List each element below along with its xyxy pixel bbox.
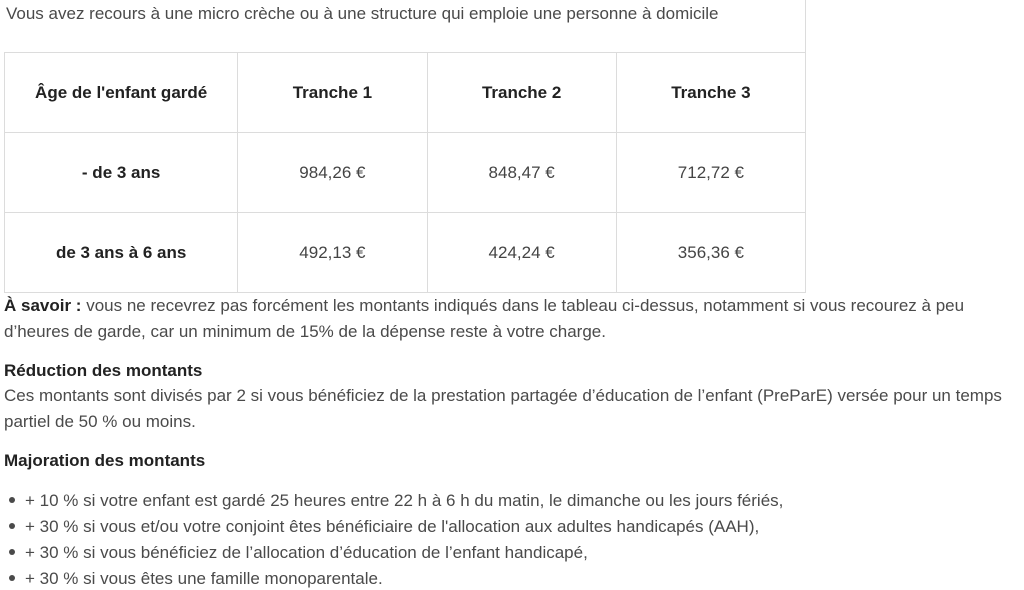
intro-text: Vous avez recours à une micro crèche ou à une structure qui emploie une personne à domicile xyxy=(6,4,719,23)
header-tranche-1: Tranche 1 xyxy=(238,53,427,133)
row-cell-tranche-1: 984,26 € xyxy=(238,133,427,213)
list-item-text: + 10 % si votre enfant est gardé 25 heures entre 22 h à 6 h du matin, le dimanche ou les jours fériés, xyxy=(25,491,784,510)
header-tranche-2: Tranche 2 xyxy=(427,53,616,133)
table-row xyxy=(5,133,806,213)
row-age-label: de 3 ans à 6 ans xyxy=(5,213,238,293)
table-header-row xyxy=(5,53,806,133)
list-item-text: + 30 % si vous et/ou votre conjoint êtes bénéficiaire de l'allocation aux adultes handicapés (AAH), xyxy=(25,517,760,536)
list-item xyxy=(4,566,783,590)
bullet-icon xyxy=(9,523,15,529)
list-item-text: + 30 % si vous bénéficiez de l’allocation d’éducation de l’enfant handicapé, xyxy=(25,543,588,562)
savoir-label: À savoir : xyxy=(4,296,82,315)
row-age-label: - de 3 ans xyxy=(5,133,238,213)
savoir-paragraph xyxy=(4,293,1004,345)
rates-table xyxy=(4,0,806,293)
bullet-icon xyxy=(9,497,15,503)
list-item xyxy=(4,540,783,566)
reduction-text: Ces montants sont divisés par 2 si vous bénéficiez de la prestation partagée d’éducation de l’enfant (PreParE) versée pour un temps partiel de 50 % ou moins. xyxy=(4,386,1002,431)
header-age: Âge de l'enfant gardé xyxy=(5,53,238,133)
bullet-icon xyxy=(9,575,15,581)
row-cell-tranche-1: 492,13 € xyxy=(238,213,427,293)
list-item xyxy=(4,514,783,540)
majoration-list xyxy=(4,488,783,590)
reduction-heading: Réduction des montants xyxy=(4,361,203,380)
list-item-text: + 30 % si vous êtes une famille monoparentale. xyxy=(25,569,383,588)
row-cell-tranche-2: 424,24 € xyxy=(427,213,616,293)
majoration-heading: Majoration des montants xyxy=(4,451,206,470)
row-cell-tranche-3: 712,72 € xyxy=(616,133,805,213)
row-cell-tranche-2: 848,47 € xyxy=(427,133,616,213)
savoir-text: vous ne recevrez pas forcément les montants indiqués dans le tableau ci-dessus, notamment si vous recourez à peu d’heures de garde, car un minimum de 15% de la dépense reste à votre charge. xyxy=(4,296,965,341)
table-row xyxy=(5,213,806,293)
header-tranche-3: Tranche 3 xyxy=(616,53,805,133)
row-cell-tranche-3: 356,36 € xyxy=(616,213,805,293)
list-item xyxy=(4,488,783,514)
bullet-icon xyxy=(9,549,15,555)
